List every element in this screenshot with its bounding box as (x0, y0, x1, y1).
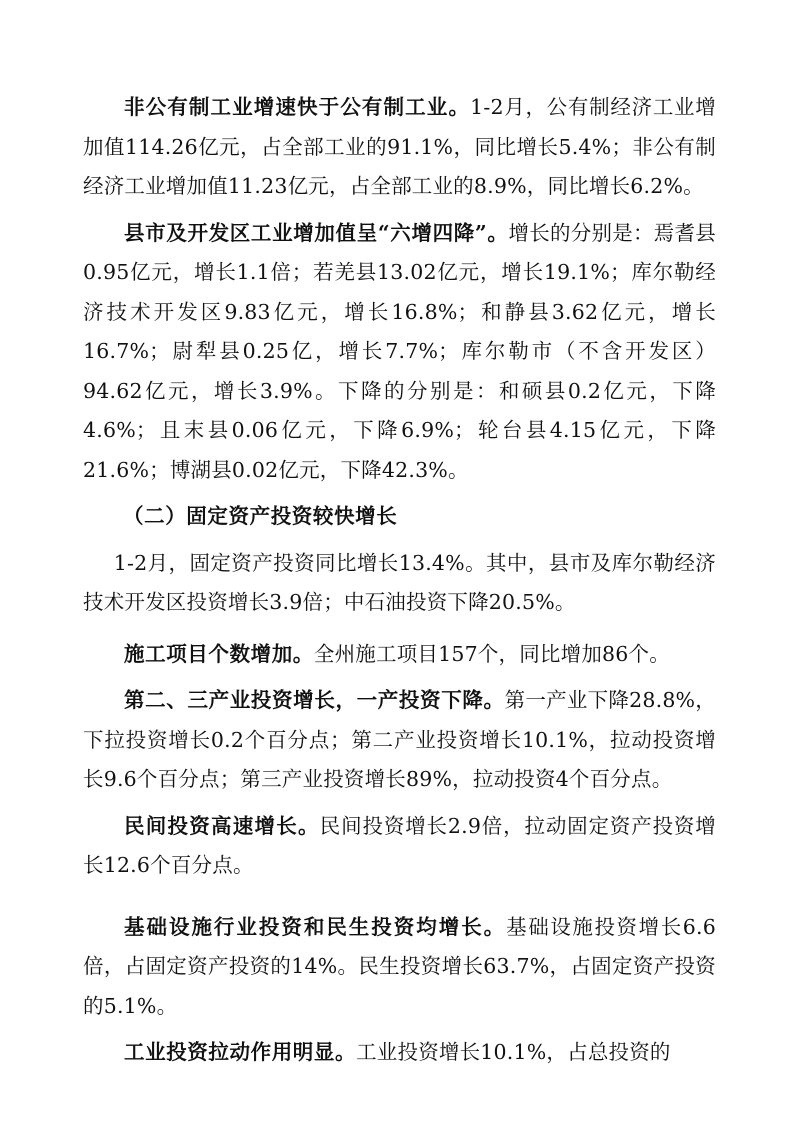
paragraph-private-investment (83, 807, 716, 886)
paragraph-text: 基础设施投资增长6.6倍，占固定资产投资的14%。民生投资增长63.7%，占固定资产投资的5.1%。 (83, 914, 716, 1018)
paragraph-text: 1-2月，固定资产投资同比增长13.4%。其中，县市及库尔勒经济技术开发区投资增长3.9倍；中石油投资下降20.5%。 (83, 550, 716, 614)
paragraph-text: 工业投资增长10.1%，占总投资的 (356, 1040, 671, 1064)
paragraph-lead: 非公有制工业增速快于公有制工业。 (124, 95, 471, 119)
paragraph-text: 增长的分别是：焉耆县0.95亿元，增长1.1倍；若羌县13.02亿元，增长19.1%；库尔勒经济技术开发区9.83亿元，增长16.8%；和静县3.62亿元，增长16.7%；尉犁县0.25亿，增长7.7%；库尔勒市（不含开发区）94.62亿元，增长3.9%。下降的分别是：和硕县0.2亿元，下降4.6%；且末县0.06亿元，下降6.9%；轮台县4.15亿元，下降21.6%；博湖县0.02亿元，下降42.3%。 (83, 220, 717, 482)
paragraph-lead: 民间投资高速增长。 (124, 813, 320, 838)
paragraph-nonpublic-industry (83, 88, 716, 207)
paragraph-construction-projects (83, 635, 716, 675)
paragraph-lead: 施工项目个数增加。 (124, 641, 314, 666)
paragraph-lead: 县市及开发区工业增加值呈“六增四降”。 (124, 220, 509, 245)
paragraph-text: 全州施工项目157个，同比增加86个。 (313, 641, 670, 666)
paragraph-industry-investment (83, 681, 716, 800)
paragraph-lead: 基础设施行业投资和民生投资均增长。 (124, 914, 507, 939)
paragraph-text: 第一产业下降28.8%，下拉投资增长0.2个百分点；第二产业投资增长10.1%，拉动投资增长9.6个百分点；第三产业投资增长89%，拉动投资4个百分点。 (83, 688, 716, 791)
paragraph-lead: 第二、三产业投资增长，一产投资下降。 (124, 688, 505, 712)
paragraph-fixed-investment (83, 544, 716, 623)
paragraph-text: 民间投资增长2.9倍，拉动固定资产投资增长12.6个百分点。 (83, 813, 716, 877)
section-heading: （二）固定资产投资较快增长 (123, 504, 398, 528)
paragraph-county-industry (83, 214, 716, 491)
paragraph-infrastructure-investment (83, 908, 716, 1027)
document-page (83, 88, 716, 1073)
paragraph-industrial-investment (83, 1033, 716, 1073)
paragraph-lead: 工业投资拉动作用明显。 (124, 1040, 357, 1064)
paragraph-text: 1-2月，公有制经济工业增加值114.26亿元，占全部工业的91.1%，同比增长5.4%；非公有制经济工业增加值11.23亿元，占全部工业的8.9%，同比增长6.2%。 (83, 95, 716, 198)
